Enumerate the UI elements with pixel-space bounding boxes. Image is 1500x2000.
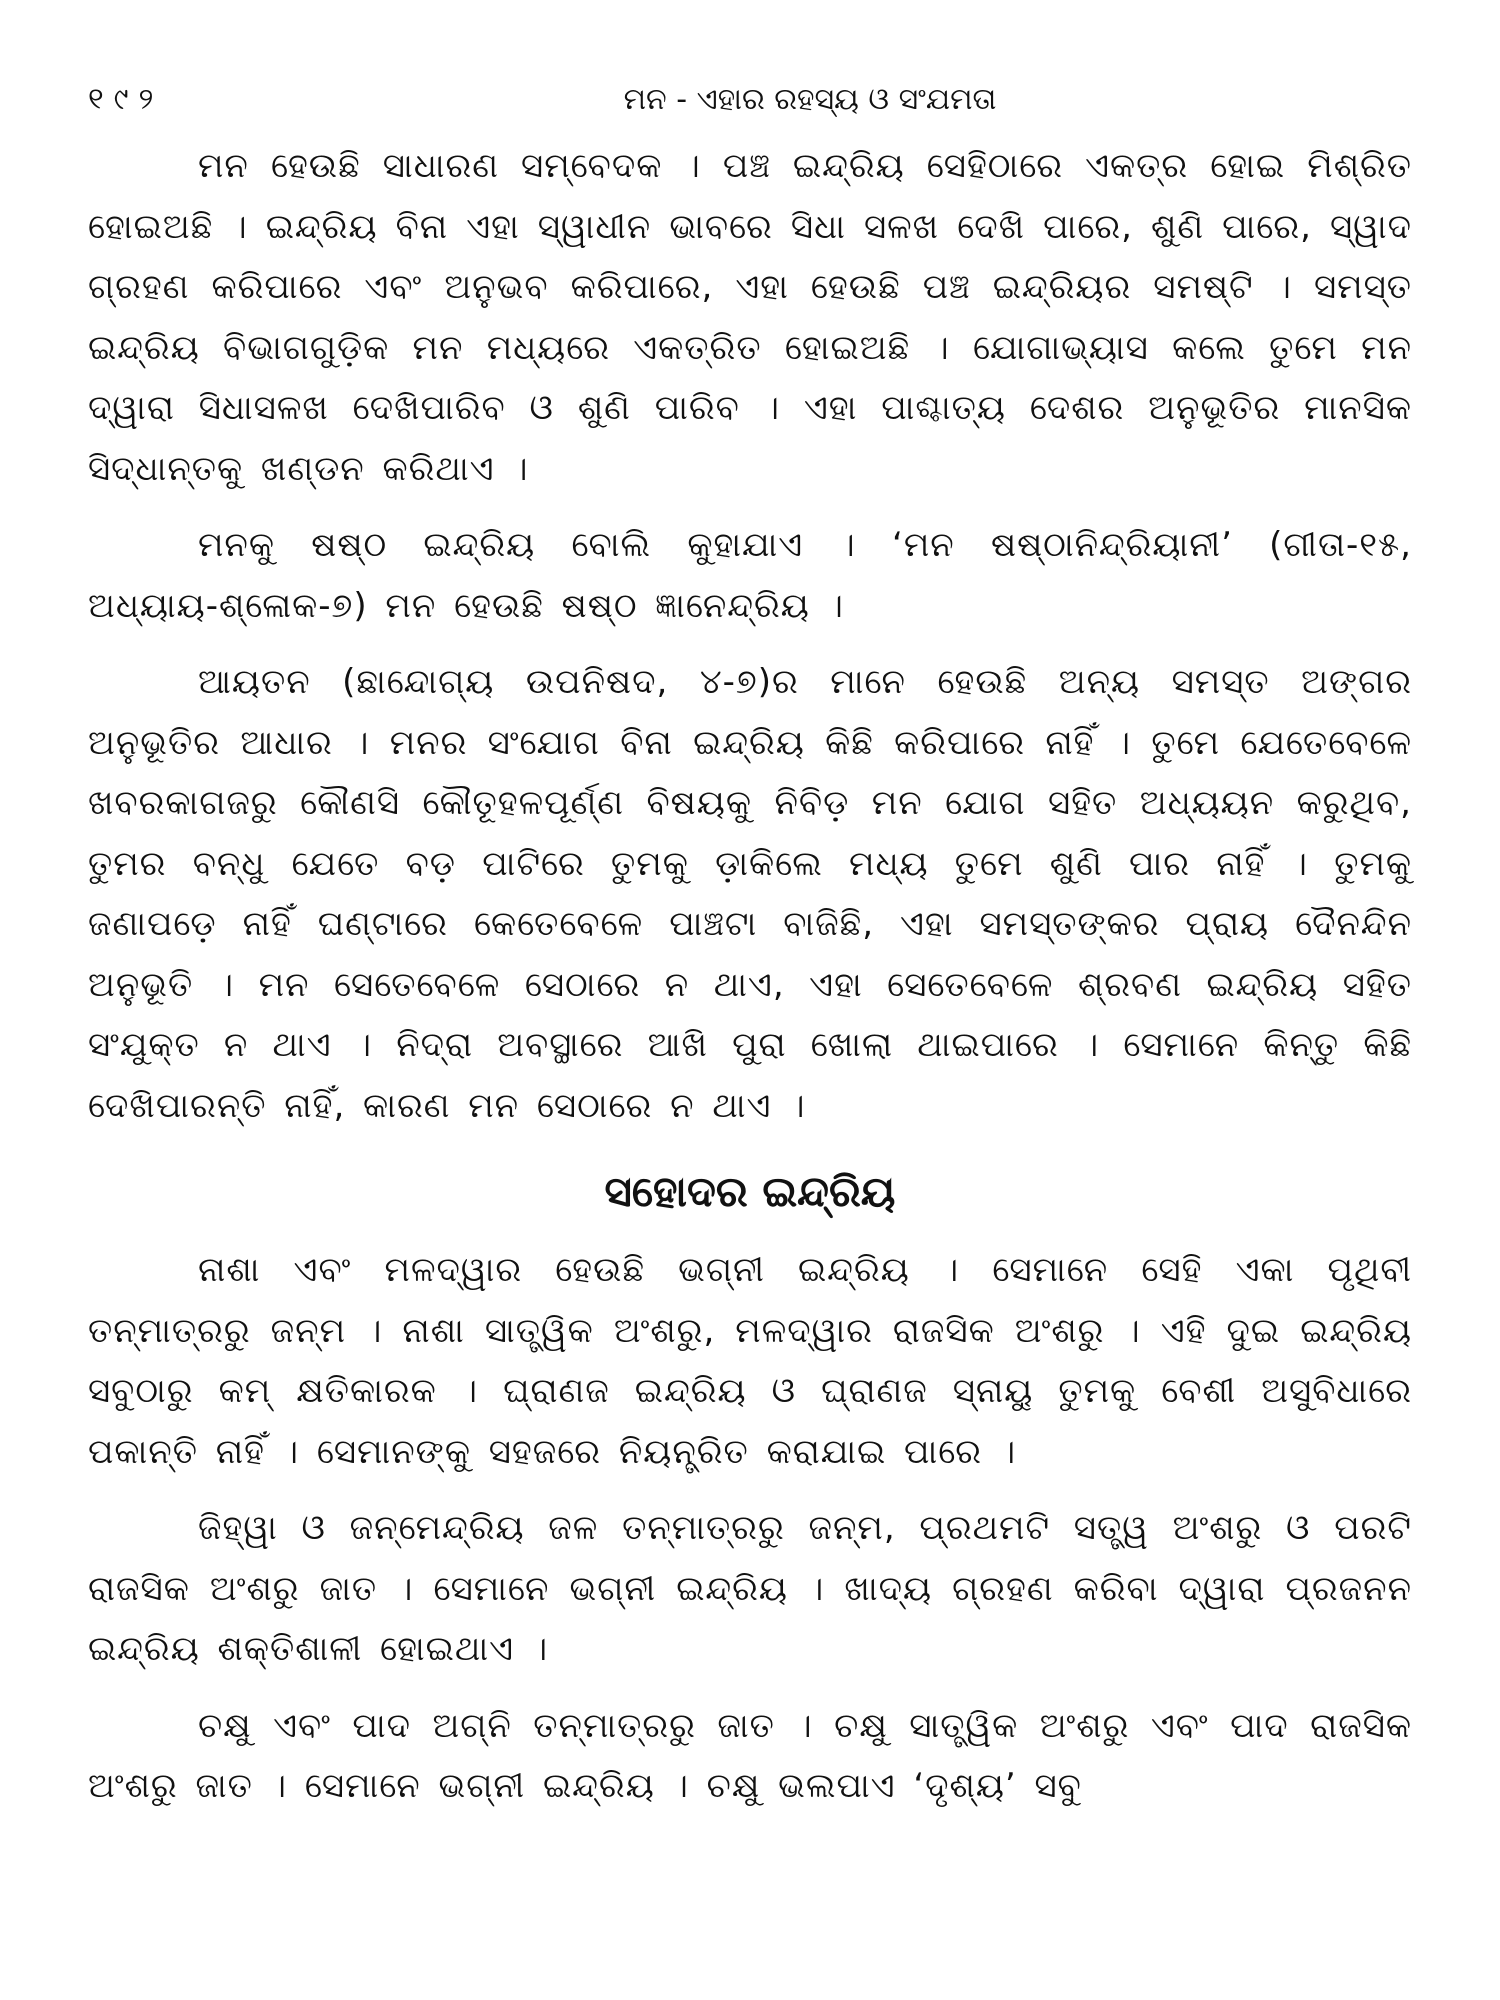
page-header — [88, 72, 1412, 128]
running-title: ମନ - ଏହାର ରହସ୍ୟ ଓ ସଂଯମତା — [623, 82, 997, 117]
paragraph-eyes-feet: ଚକ୍ଷୁ ଏବଂ ପାଦ ଅଗ୍ନି ତନ୍ମାତ୍ରରୁ ଜାତ । ଚକ୍ଷୁ ସାତ୍ତ୍ୱିକ ଅଂଶରୁ ଏବଂ ପାଦ ରାଜସିକ ଅଂଶରୁ ଜାତ । ସେମାନେ ଭଗ୍ନୀ ଇନ୍ଦ୍ରିୟ । ଚକ୍ଷୁ ଭଲପାଏ ‘ଦୃଶ୍ୟ’ ସବୁ — [88, 1705, 1412, 1806]
paragraph-sixth-sense: ମନକୁ ଷଷ୍ଠ ଇନ୍ଦ୍ରିୟ ବୋଲି କୁହାଯାଏ । ‘ମନ ଷଷ୍ଠାନିନ୍ଦ୍ରିୟାନୀ’ (ଗୀତା-୧୫, ଅଧ୍ୟାୟ-ଶ୍ଳୋକ-୭) ମନ ହେଉଛି ଷଷ୍ଠ ଜ୍ଞାନେନ୍ଦ୍ରିୟ । — [88, 525, 1412, 626]
page-number: ୧୯୨ — [88, 82, 164, 117]
paragraph-nose-anus: ନାଶା ଏବଂ ମଳଦ୍ୱାର ହେଉଛି ଭଗ୍ନୀ ଇନ୍ଦ୍ରିୟ । ସେମାନେ ସେହି ଏକା ପୃଥିବୀ ତନ୍ମାତ୍ରରୁ ଜନ୍ମ । ନାଶା ସାତ୍ତ୍ୱିକ ଅଂଶରୁ, ମଳଦ୍ୱାର ରାଜସିକ ଅଂଶରୁ । ଏହି ଦୁଇ ଇନ୍ଦ୍ରିୟ ସବୁଠାରୁ କମ୍ କ୍ଷତିକାରକ । ଘ୍ରାଣଜ ଇନ୍ଦ୍ରିୟ ଓ ଘ୍ରାଣଜ ସ୍ନାୟୁ ତୁମକୁ ବେଶୀ ଅସୁବିଧାରେ ପକାନ୍ତି ନାହିଁ । ସେମାନଙ୍କୁ ସହଜରେ ନିୟନ୍ତ୍ରିତ କରାଯାଇ ପାରେ । — [88, 1250, 1412, 1472]
body-text — [88, 136, 1412, 1817]
paragraph-tongue-genitals: ଜିହ୍ୱା ଓ ଜନ୍ମେନ୍ଦ୍ରିୟ ଜଳ ତନ୍ମାତ୍ରରୁ ଜନ୍ମ, ପ୍ରଥମଟି ସତ୍ତ୍ୱ ଅଂଶରୁ ଓ ପରଟି ରାଜସିକ ଅଂଶରୁ ଜାତ । ସେମାନେ ଭଗ୍ନୀ ଇନ୍ଦ୍ରିୟ । ଖାଦ୍ୟ ଗ୍ରହଣ କରିବା ଦ୍ୱାରା ପ୍ରଜନନ ଇନ୍ଦ୍ରିୟ ଶକ୍ତିଶାଳୀ ହୋଇଥାଏ । — [88, 1508, 1412, 1669]
paragraph-ayatana: ଆୟତନ (ଛାନ୍ଦୋଗ୍ୟ ଉପନିଷଦ, ୪-୭)ର ମାନେ ହେଉଛି ଅନ୍ୟ ସମସ୍ତ ଅଙ୍ଗର ଅନୁଭୂତିର ଆଧାର । ମନର ସଂଯୋଗ ବିନା ଇନ୍ଦ୍ରିୟ କିଛି କରିପାରେ ନାହିଁ । ତୁମେ ଯେତେବେଳେ ଖବରକାଗଜରୁ କୌଣସି କୌତୂହଳପୂର୍ଣ୍ଣ ବିଷୟକୁ ନିବିଡ଼ ମନ ଯୋଗ ସହିତ ଅଧ୍ୟୟନ କରୁଥିବ, ତୁମର ବନ୍ଧୁ ଯେତେ ବଡ଼ ପାଟିରେ ତୁମକୁ ଡ଼ାକିଲେ ମଧ୍ୟ ତୁମେ ଶୁଣି ପାର ନାହିଁ । ତୁମକୁ ଜଣାପଡ଼େ ନାହିଁ ଘଣ୍ଟାରେ କେତେବେଳେ ପାଞ୍ଚଟା ବାଜିଛି, ଏହା ସମସ୍ତଙ୍କର ପ୍ରାୟ ଦୈନନ୍ଦିନ ଅନୁଭୂତି । ମନ ସେତେବେଳେ ସେଠାରେ ନ ଥାଏ, ଏହା ସେତେବେଳେ ଶ୍ରବଣ ଇନ୍ଦ୍ରିୟ ସହିତ ସଂଯୁକ୍ତ ନ ଥାଏ । ନିଦ୍ରା ଅବସ୍ଥାରେ ଆଖି ପୁରା ଖୋଲା ଥାଇପାରେ । ସେମାନେ କିନ୍ତୁ କିଛି ଦେଖିପାରନ୍ତି ନାହିଁ, କାରଣ ମନ ସେଠାରେ ନ ଥାଏ । — [88, 662, 1412, 1126]
section-heading: ସହୋଦର ଇନ୍ଦ୍ରିୟ — [604, 1167, 896, 1216]
paragraph-common-sensorium: ମନ ହେଉଛି ସାଧାରଣ ସମ୍ବେଦକ । ପଞ୍ଚ ଇନ୍ଦ୍ରିୟ ସେହିଠାରେ ଏକତ୍ର ହୋଇ ମିଶ୍ରିତ ହୋଇଅଛି । ଇନ୍ଦ୍ରିୟ ବିନା ଏହା ସ୍ୱାଧୀନ ଭାବରେ ସିଧା ସଳଖ ଦେଖି ପାରେ, ଶୁଣି ପାରେ, ସ୍ୱାଦ ଗ୍ରହଣ କରିପାରେ ଏବଂ ଅନୁଭବ କରିପାରେ, ଏହା ହେଉଛି ପଞ୍ଚ ଇନ୍ଦ୍ରିୟର ସମଷ୍ଟି । ସମସ୍ତ ଇନ୍ଦ୍ରିୟ ବିଭାଗଗୁଡ଼ିକ ମନ ମଧ୍ୟରେ ଏକତ୍ରିତ ହୋଇଅଛି । ଯୋଗାଭ୍ୟାସ କଲେ ତୁମେ ମନ ଦ୍ୱାରା ସିଧାସଳଖ ଦେଖିପାରିବ ଓ ଶୁଣି ପାରିବ । ଏହା ପାଶ୍ଚାତ୍ୟ ଦେଶର ଅନୁଭୂତିର ମାନସିକ ସିଦ୍ଧାନ୍ତକୁ ଖଣ୍ଡନ କରିଥାଏ । — [88, 146, 1412, 489]
